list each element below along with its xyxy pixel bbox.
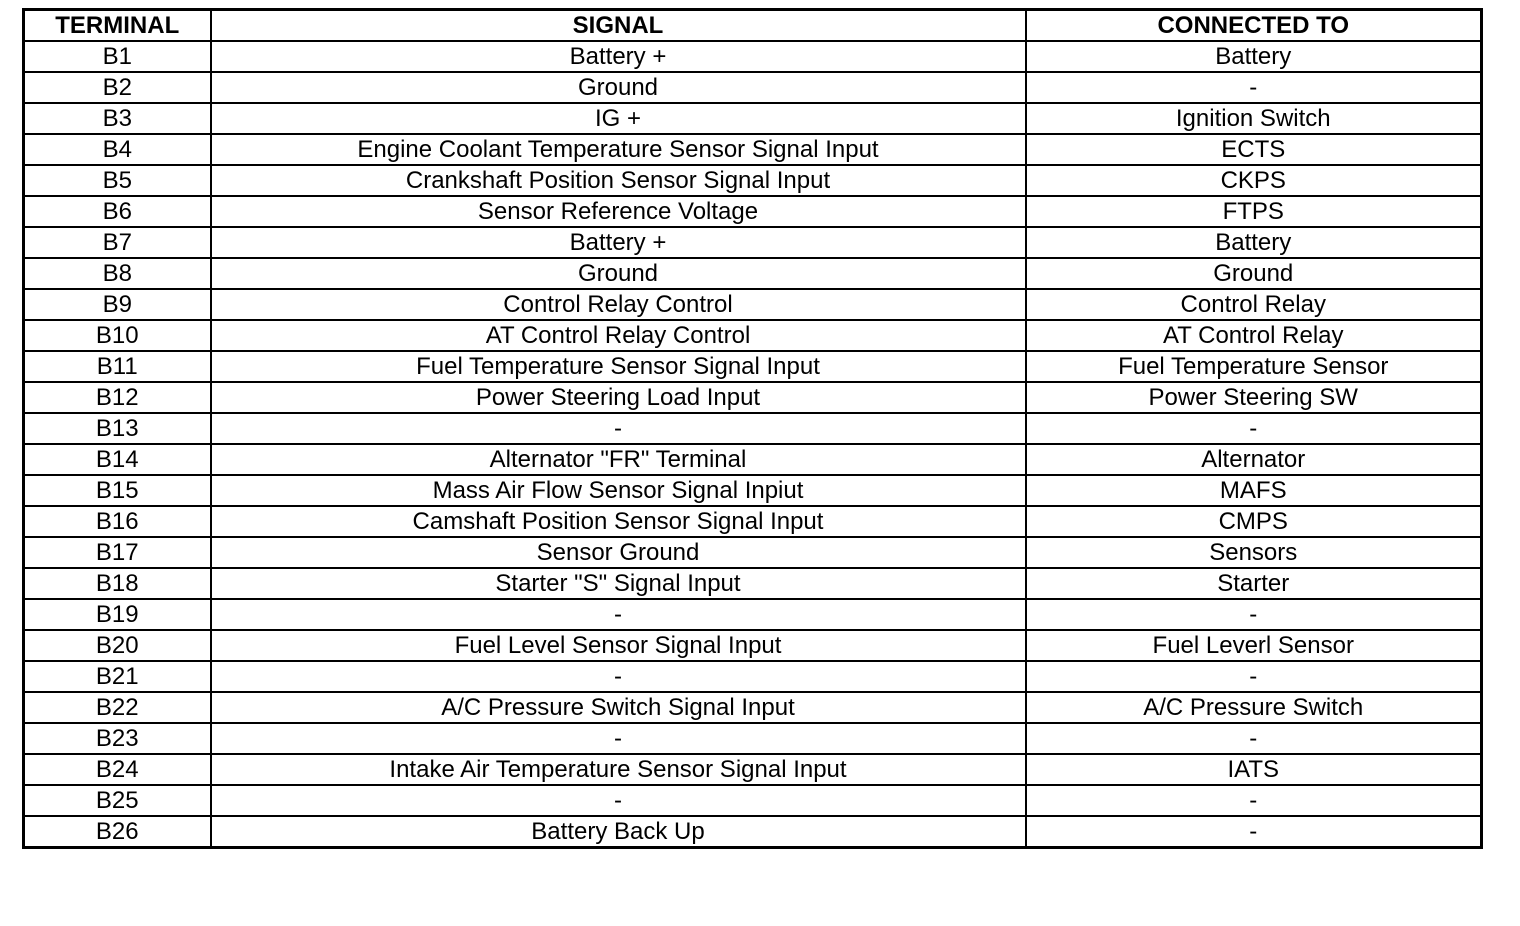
table-row [24, 258, 1482, 289]
connected-to-cell: Control Relay [1026, 289, 1482, 320]
table-row [24, 537, 1482, 568]
connected-to-cell: Battery [1026, 227, 1482, 258]
connected-to-cell: - [1026, 599, 1482, 630]
terminal-cell: B8 [24, 258, 211, 289]
signal-cell: Camshaft Position Sensor Signal Input [211, 506, 1026, 537]
signal-cell: - [211, 413, 1026, 444]
connected-to-cell: CMPS [1026, 506, 1482, 537]
header-connected-to: CONNECTED TO [1026, 10, 1482, 42]
terminal-cell: B22 [24, 692, 211, 723]
connected-to-cell: Battery [1026, 41, 1482, 72]
connected-to-cell: MAFS [1026, 475, 1482, 506]
terminal-table-sheet [22, 8, 1480, 849]
terminal-cell: B17 [24, 537, 211, 568]
terminal-cell: B9 [24, 289, 211, 320]
table-row [24, 413, 1482, 444]
header-signal: SIGNAL [211, 10, 1026, 42]
connected-to-cell: Ground [1026, 258, 1482, 289]
table-row [24, 72, 1482, 103]
table-row [24, 289, 1482, 320]
table-row [24, 320, 1482, 351]
table-row [24, 103, 1482, 134]
table-row [24, 351, 1482, 382]
connected-to-cell: Starter [1026, 568, 1482, 599]
connected-to-cell: Ignition Switch [1026, 103, 1482, 134]
table-row [24, 134, 1482, 165]
signal-cell: - [211, 661, 1026, 692]
table-row [24, 41, 1482, 72]
terminal-cell: B13 [24, 413, 211, 444]
signal-cell: AT Control Relay Control [211, 320, 1026, 351]
table-row [24, 506, 1482, 537]
connected-to-cell: - [1026, 413, 1482, 444]
connected-to-cell: - [1026, 661, 1482, 692]
connected-to-cell: Sensors [1026, 537, 1482, 568]
connected-to-cell: ECTS [1026, 134, 1482, 165]
terminal-cell: B11 [24, 351, 211, 382]
terminal-cell: B14 [24, 444, 211, 475]
table-row [24, 165, 1482, 196]
table-row [24, 661, 1482, 692]
connected-to-cell: A/C Pressure Switch [1026, 692, 1482, 723]
signal-cell: Fuel Temperature Sensor Signal Input [211, 351, 1026, 382]
terminal-cell: B10 [24, 320, 211, 351]
terminal-cell: B2 [24, 72, 211, 103]
terminal-cell: B19 [24, 599, 211, 630]
connected-to-cell: Fuel Temperature Sensor [1026, 351, 1482, 382]
header-terminal: TERMINAL [24, 10, 211, 42]
connected-to-cell: Alternator [1026, 444, 1482, 475]
signal-cell: - [211, 599, 1026, 630]
signal-cell: Fuel Level Sensor Signal Input [211, 630, 1026, 661]
signal-cell: Sensor Ground [211, 537, 1026, 568]
terminal-cell: B3 [24, 103, 211, 134]
table-row [24, 568, 1482, 599]
signal-cell: Sensor Reference Voltage [211, 196, 1026, 227]
terminal-cell: B6 [24, 196, 211, 227]
terminal-cell: B12 [24, 382, 211, 413]
table-row [24, 475, 1482, 506]
connected-to-cell: AT Control Relay [1026, 320, 1482, 351]
terminal-cell: B1 [24, 41, 211, 72]
terminal-cell: B4 [24, 134, 211, 165]
signal-cell: - [211, 785, 1026, 816]
table-header [24, 10, 1482, 42]
signal-cell: Mass Air Flow Sensor Signal Inpiut [211, 475, 1026, 506]
signal-cell: Control Relay Control [211, 289, 1026, 320]
connected-to-cell: - [1026, 785, 1482, 816]
connected-to-cell: - [1026, 816, 1482, 848]
signal-cell: - [211, 723, 1026, 754]
terminal-cell: B7 [24, 227, 211, 258]
terminal-cell: B5 [24, 165, 211, 196]
signal-cell: IG + [211, 103, 1026, 134]
table-row [24, 754, 1482, 785]
table-row [24, 382, 1482, 413]
table-row [24, 816, 1482, 848]
terminal-cell: B21 [24, 661, 211, 692]
signal-cell: Power Steering Load Input [211, 382, 1026, 413]
terminal-cell: B16 [24, 506, 211, 537]
table-row [24, 227, 1482, 258]
signal-cell: Engine Coolant Temperature Sensor Signal Input [211, 134, 1026, 165]
signal-cell: A/C Pressure Switch Signal Input [211, 692, 1026, 723]
terminal-cell: B23 [24, 723, 211, 754]
connected-to-cell: CKPS [1026, 165, 1482, 196]
table-row [24, 692, 1482, 723]
connected-to-cell: Fuel Leverl Sensor [1026, 630, 1482, 661]
connected-to-cell: - [1026, 72, 1482, 103]
table-row [24, 599, 1482, 630]
signal-cell: Battery + [211, 227, 1026, 258]
terminal-signal-table [22, 8, 1483, 849]
signal-cell: Ground [211, 258, 1026, 289]
connected-to-cell: - [1026, 723, 1482, 754]
signal-cell: Alternator "FR" Terminal [211, 444, 1026, 475]
table-row [24, 785, 1482, 816]
connected-to-cell: Power Steering SW [1026, 382, 1482, 413]
signal-cell: Crankshaft Position Sensor Signal Input [211, 165, 1026, 196]
table-row [24, 723, 1482, 754]
table-row [24, 630, 1482, 661]
connected-to-cell: FTPS [1026, 196, 1482, 227]
signal-cell: Battery + [211, 41, 1026, 72]
header-row [24, 10, 1482, 42]
signal-cell: Starter "S" Signal Input [211, 568, 1026, 599]
terminal-cell: B25 [24, 785, 211, 816]
terminal-cell: B26 [24, 816, 211, 848]
terminal-cell: B18 [24, 568, 211, 599]
signal-cell: Ground [211, 72, 1026, 103]
terminal-cell: B15 [24, 475, 211, 506]
connected-to-cell: IATS [1026, 754, 1482, 785]
signal-cell: Battery Back Up [211, 816, 1026, 848]
table-row [24, 196, 1482, 227]
table-body [24, 41, 1482, 848]
terminal-cell: B24 [24, 754, 211, 785]
terminal-cell: B20 [24, 630, 211, 661]
table-row [24, 444, 1482, 475]
signal-cell: Intake Air Temperature Sensor Signal Input [211, 754, 1026, 785]
